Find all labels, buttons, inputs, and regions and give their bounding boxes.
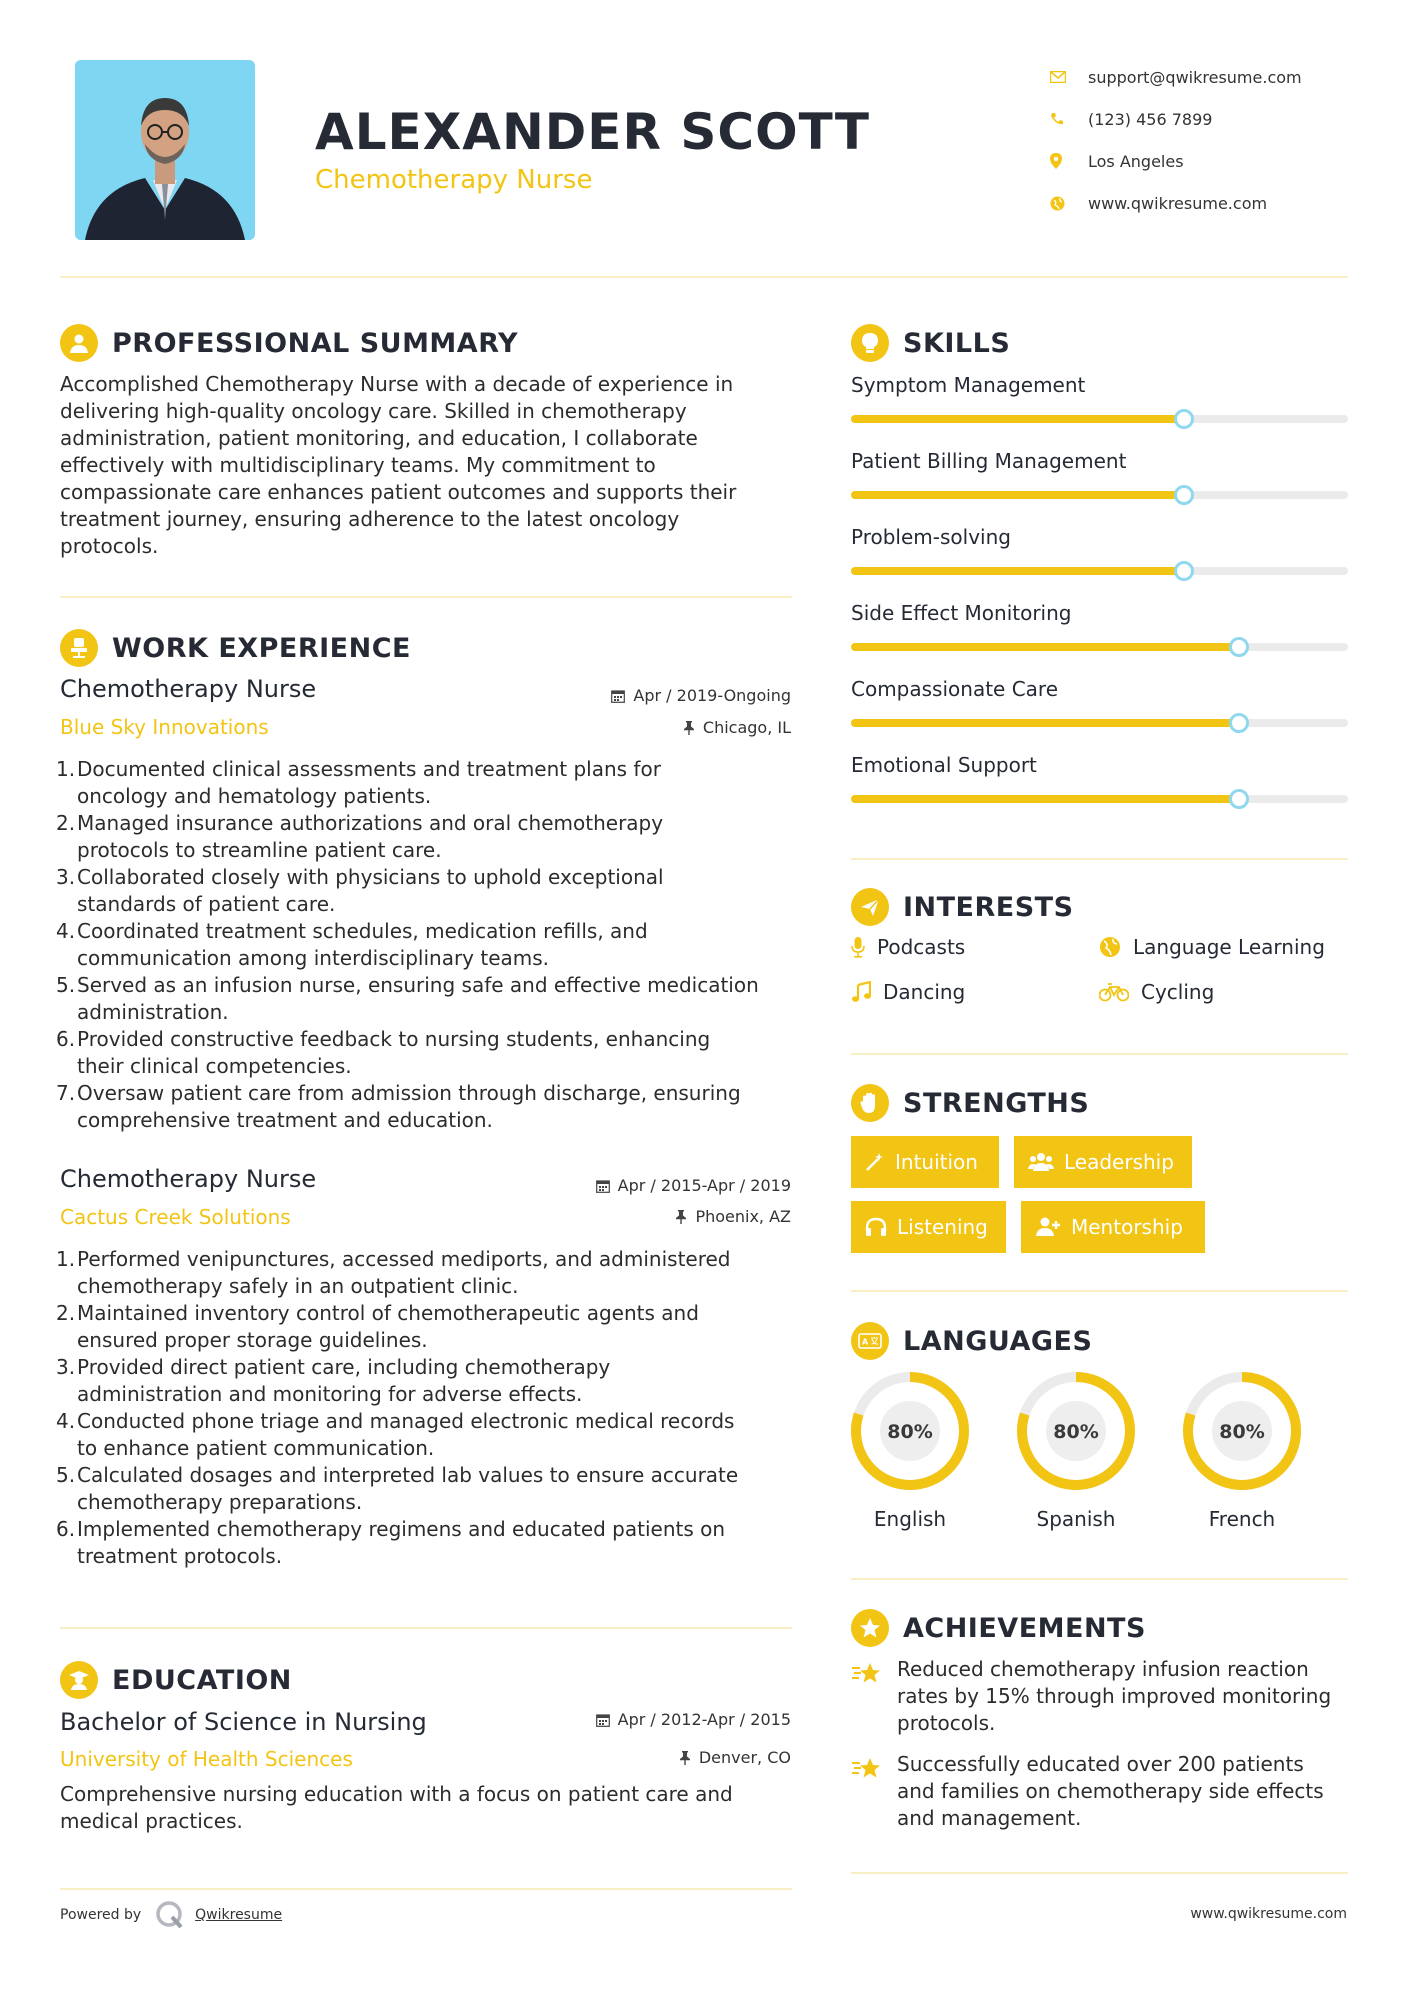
- globe-icon: [1099, 936, 1121, 958]
- chair-icon: [60, 629, 98, 667]
- interest-dancing: Dancing: [851, 980, 965, 1004]
- interest-podcasts: Podcasts: [851, 935, 965, 959]
- calendar-icon: [596, 1713, 610, 1727]
- summary-line: delivering high-quality oncology care. Skilled in chemotherapy: [60, 399, 687, 423]
- users-icon: [1028, 1152, 1054, 1172]
- strength-leadership: Leadership: [1014, 1136, 1192, 1188]
- job-title: Chemotherapy Nurse: [60, 1165, 317, 1193]
- education-date: [596, 1710, 791, 1729]
- job-location-text: Phoenix, AZ: [695, 1207, 791, 1226]
- contact-location-text: Los Angeles: [1088, 151, 1184, 171]
- skill-bar: [851, 567, 1348, 575]
- skill-label: Emotional Support: [851, 753, 1037, 777]
- degree-title: Bachelor of Science in Nursing: [60, 1708, 427, 1736]
- list-item: 6. Implemented chemotherapy regimens and educated patients on treatment protocols.: [56, 1517, 726, 1568]
- shooting-star-icon: [851, 1751, 897, 1832]
- job-date: [596, 1176, 791, 1195]
- language-name: French: [1208, 1507, 1276, 1531]
- education-line: Comprehensive nursing education with a focus on patient care and: [60, 1782, 733, 1806]
- phone-icon: [1050, 112, 1088, 126]
- summary-line: Accomplished Chemotherapy Nurse with a decade of experience in: [60, 372, 734, 396]
- list-item: 2. Managed insurance authorizations and oral chemotherapy protocols to streamline patient care.: [56, 811, 664, 862]
- section-divider: [851, 1290, 1348, 1292]
- job-date-text: Apr / 2015-Apr / 2019: [617, 1176, 791, 1195]
- language-percent: 80%: [1219, 1421, 1265, 1443]
- strength-intuition: Intuition: [851, 1136, 999, 1188]
- skill-bar-knob: [1174, 561, 1194, 581]
- school-name: University of Health Sciences: [60, 1747, 353, 1771]
- language-item: [1180, 1369, 1304, 1531]
- headphones-icon: [865, 1217, 887, 1237]
- contact-phone-text: (123) 456 7899: [1088, 109, 1213, 129]
- calendar-icon: [611, 689, 625, 703]
- skill-bar-knob: [1229, 789, 1249, 809]
- candidate-role: Chemotherapy Nurse: [315, 165, 593, 195]
- skill-bar-fill: [851, 643, 1239, 651]
- star-icon: [851, 1609, 889, 1647]
- footer-powered-by: [60, 1900, 282, 1930]
- contact-website-text: www.qwikresume.com: [1088, 193, 1268, 213]
- languages-heading: [851, 1321, 1092, 1361]
- user-plus-icon: [1035, 1217, 1061, 1237]
- language-ring: [1180, 1369, 1304, 1493]
- skill-bar-fill: [851, 567, 1184, 575]
- achievements-heading: [851, 1608, 1146, 1648]
- pushpin-icon: [675, 1210, 687, 1224]
- summary-line: treatment journey, ensuring adherence to the latest oncology: [60, 507, 680, 531]
- powered-by-label: Powered by: [60, 1907, 142, 1923]
- skill-bar-knob: [1229, 637, 1249, 657]
- skill-bar: [851, 643, 1348, 651]
- job-location: [675, 1207, 791, 1226]
- skills-heading: [851, 323, 1010, 363]
- skill-bar-fill: [851, 719, 1239, 727]
- interest-cycling: Cycling: [1099, 980, 1214, 1004]
- qwikresume-logo-icon: [155, 1900, 185, 1930]
- candidate-name: ALEXANDER SCOTT: [315, 103, 870, 161]
- envelope-icon: [1050, 71, 1088, 83]
- skill-bar: [851, 795, 1348, 803]
- section-divider: [60, 596, 792, 598]
- section-divider: [60, 1627, 792, 1629]
- experience-heading: [60, 628, 411, 668]
- list-item: 2. Maintained inventory control of chemotherapeutic agents and ensured proper storage guidelines.: [56, 1301, 699, 1352]
- summary-line: compassionate care enhances patient outcomes and supports their: [60, 480, 737, 504]
- skills-title: SKILLS: [903, 327, 1011, 359]
- strengths-heading: [851, 1083, 1089, 1123]
- summary-title: PROFESSIONAL SUMMARY: [112, 327, 519, 359]
- bicycle-icon: [1099, 982, 1129, 1002]
- contact-website[interactable]: [1050, 182, 1370, 224]
- job-title: Chemotherapy Nurse: [60, 675, 317, 703]
- education-date-text: Apr / 2012-Apr / 2015: [617, 1710, 791, 1729]
- list-item: 1. Documented clinical assessments and treatment plans for oncology and hematology patients.: [56, 757, 661, 808]
- contact-location: [1050, 140, 1370, 182]
- section-divider: [851, 858, 1348, 860]
- globe-icon: [1050, 196, 1088, 211]
- pushpin-icon: [683, 721, 695, 735]
- list-item: 1. Performed venipunctures, accessed mediports, and administered chemotherapy safely in an outpatient clinic.: [56, 1247, 731, 1298]
- language-percent: 80%: [887, 1421, 933, 1443]
- strengths-title: STRENGTHS: [903, 1087, 1090, 1119]
- footer-website[interactable]: www.qwikresume.com: [1190, 1906, 1347, 1922]
- language-percent: 80%: [1053, 1421, 1099, 1443]
- magic-wand-icon: [865, 1152, 885, 1172]
- job-location-text: Chicago, IL: [702, 718, 791, 737]
- section-divider: [60, 1888, 792, 1890]
- summary-line: protocols.: [60, 534, 159, 558]
- section-divider: [851, 1872, 1348, 1874]
- skill-label: Patient Billing Management: [851, 449, 1127, 473]
- summary-line: effectively with multidisciplinary teams. My commitment to: [60, 453, 656, 477]
- education-location: [679, 1748, 791, 1767]
- lightbulb-icon: [851, 324, 889, 362]
- paper-plane-icon: [851, 888, 889, 926]
- skill-bar-fill: [851, 415, 1184, 423]
- pushpin-icon: [679, 1751, 691, 1765]
- contact-email[interactable]: [1050, 56, 1370, 98]
- strength-listening: Listening: [851, 1201, 1006, 1253]
- language-ring: [1014, 1369, 1138, 1493]
- skill-bar-fill: [851, 491, 1184, 499]
- education-description: [60, 1781, 800, 1835]
- list-item: 5. Calculated dosages and interpreted lab values to ensure accurate chemotherapy preparations.: [56, 1463, 739, 1514]
- calendar-icon: [596, 1179, 610, 1193]
- language-name: Spanish: [1036, 1507, 1116, 1531]
- section-divider: [851, 1578, 1348, 1580]
- shooting-star-icon: [851, 1656, 897, 1737]
- profile-photo: [75, 60, 255, 240]
- graduate-icon: [60, 1661, 98, 1699]
- summary-line: administration, patient monitoring, and education, I collaborate: [60, 426, 698, 450]
- list-item: 4. Conducted phone triage and managed electronic medical records to enhance patient communication.: [56, 1409, 735, 1460]
- map-pin-icon: [1050, 153, 1088, 169]
- skill-label: Problem-solving: [851, 525, 1011, 549]
- language-ring: [848, 1369, 972, 1493]
- achievements-title: ACHIEVEMENTS: [903, 1612, 1146, 1644]
- interest-language-learning: Language Learning: [1099, 935, 1325, 959]
- skill-bar-knob: [1174, 409, 1194, 429]
- svg-text:A: A: [862, 1337, 869, 1347]
- skill-bar: [851, 491, 1348, 499]
- list-item: 7. Oversaw patient care from admission through discharge, ensuring comprehensive treatment and education.: [56, 1081, 741, 1132]
- microphone-icon: [851, 936, 865, 958]
- list-item: 6. Provided constructive feedback to nursing students, enhancing their clinical competencies.: [56, 1027, 711, 1078]
- interests-title: INTERESTS: [903, 891, 1074, 923]
- language-icon: [851, 1322, 889, 1360]
- job-date: [611, 686, 791, 705]
- user-icon: [60, 324, 98, 362]
- education-heading: [60, 1660, 292, 1700]
- skill-bar: [851, 415, 1348, 423]
- list-item: 4. Coordinated treatment schedules, medication refills, and communication among interdisciplinary teams.: [56, 919, 648, 970]
- education-location-text: Denver, CO: [698, 1748, 791, 1767]
- language-item: [1014, 1369, 1138, 1531]
- summary-text: [60, 371, 800, 560]
- summary-heading: [60, 323, 518, 363]
- music-icon: [851, 981, 871, 1003]
- achievement-item: Successfully educated over 200 patients and families on chemotherapy side effects and management.: [851, 1751, 1351, 1832]
- experience-title: WORK EXPERIENCE: [112, 632, 411, 664]
- skill-bar-fill: [851, 795, 1239, 803]
- job-company: Blue Sky Innovations: [60, 715, 269, 739]
- contact-phone[interactable]: [1050, 98, 1370, 140]
- job-company: Cactus Creek Solutions: [60, 1205, 291, 1229]
- skill-label: Compassionate Care: [851, 677, 1059, 701]
- list-item: 3. Collaborated closely with physicians to uphold exceptional standards of patient care.: [56, 865, 664, 916]
- job-date-text: Apr / 2019-Ongoing: [633, 686, 791, 705]
- language-item: [848, 1369, 972, 1531]
- skill-bar: [851, 719, 1348, 727]
- education-line: medical practices.: [60, 1809, 243, 1833]
- skill-bar-knob: [1174, 485, 1194, 505]
- job-location: [683, 718, 791, 737]
- interests-heading: [851, 887, 1074, 927]
- job-duties: [56, 756, 808, 1134]
- skill-label: Side Effect Monitoring: [851, 601, 1072, 625]
- hand-icon: [851, 1084, 889, 1122]
- qwikresume-link[interactable]: Qwikresume: [195, 1907, 283, 1923]
- skill-label: Symptom Management: [851, 373, 1086, 397]
- contact-block: [1050, 56, 1370, 224]
- header-divider: [60, 276, 1348, 278]
- list-item: 5. Served as an infusion nurse, ensuring safe and effective medication administration.: [56, 973, 759, 1024]
- list-item: 3. Provided direct patient care, including chemotherapy administration and monitoring for adverse effects.: [56, 1355, 611, 1406]
- achievement-item: Reduced chemotherapy infusion reaction rates by 15% through improved monitoring protocols.: [851, 1656, 1351, 1737]
- section-divider: [851, 1053, 1348, 1055]
- languages-title: LANGUAGES: [903, 1325, 1093, 1357]
- education-title: EDUCATION: [112, 1664, 292, 1696]
- job-duties: [56, 1246, 808, 1570]
- skill-bar-knob: [1229, 713, 1249, 733]
- language-name: English: [873, 1507, 947, 1531]
- strength-mentorship: Mentorship: [1021, 1201, 1205, 1253]
- contact-email-text: support@qwikresume.com: [1088, 67, 1302, 87]
